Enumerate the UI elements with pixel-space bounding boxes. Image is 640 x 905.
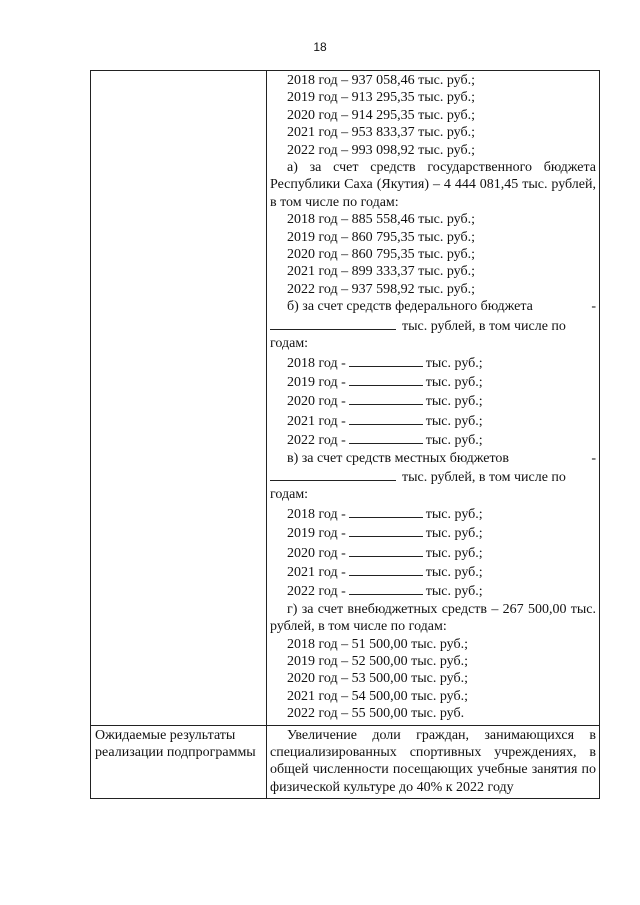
financing-cell bbox=[267, 71, 600, 726]
federal-year-2020-unit: тыс. руб.; bbox=[425, 394, 483, 410]
results-text bbox=[267, 725, 600, 799]
local-budget-years-label: годам: bbox=[270, 487, 309, 503]
federal-budget-dash: - bbox=[591, 299, 596, 315]
results-paragraph: Увеличение доли граждан, занимающихся в специализированных спортивных учреждениях, в общей численности посещающих учебные занятия по физической культуре до 40% к 2022 году bbox=[270, 727, 596, 795]
results-row bbox=[91, 725, 600, 799]
federal-year-2022-unit: тыс. руб.; bbox=[425, 433, 483, 449]
federal-budget-line bbox=[270, 298, 596, 315]
local-year-2021 bbox=[270, 562, 596, 581]
results-label: Ожидаемые результаты реализации подпрограммы bbox=[91, 725, 267, 799]
total-year-2022: 2022 год – 993 098,92 тыс. руб.; bbox=[287, 142, 475, 158]
federal-year-2020-blank bbox=[349, 391, 423, 405]
local-year-2018 bbox=[270, 504, 596, 523]
federal-year-2018-unit: тыс. руб.; bbox=[425, 355, 483, 371]
local-budget-dash: - bbox=[591, 450, 596, 466]
local-year-2022-unit: тыс. руб.; bbox=[425, 584, 483, 600]
page-number: 18 bbox=[313, 40, 327, 54]
total-year-2020: 2020 год – 914 295,35 тыс. руб.; bbox=[287, 107, 475, 123]
federal-year-2022 bbox=[270, 430, 596, 449]
federal-year-2022-blank bbox=[349, 430, 423, 444]
federal-year-2022-label: 2022 год - bbox=[287, 433, 346, 449]
total-year-2019: 2019 год – 913 295,35 тыс. руб.; bbox=[287, 90, 475, 106]
federal-year-2019-label: 2019 год - bbox=[287, 374, 346, 390]
federal-year-2020-label: 2020 год - bbox=[287, 394, 346, 410]
federal-year-2019 bbox=[270, 372, 596, 391]
local-year-2020 bbox=[270, 543, 596, 562]
local-year-2018-blank bbox=[349, 504, 423, 518]
financing-label-cell bbox=[91, 71, 267, 726]
federal-budget-years-label: годам: bbox=[270, 336, 309, 352]
federal-year-2020 bbox=[270, 391, 596, 410]
extrabudgetary-year-2018: 2018 год – 51 500,00 тыс. руб.; bbox=[287, 636, 468, 652]
local-year-2018-unit: тыс. руб.; bbox=[425, 506, 483, 522]
extrabudgetary-year-2021: 2021 год – 54 500,00 тыс. руб.; bbox=[287, 688, 468, 704]
federal-amount-suffix: тыс. рублей, в том числе по bbox=[402, 318, 566, 334]
extrabudgetary-year-2022: 2022 год – 55 500,00 тыс. руб. bbox=[287, 706, 465, 722]
local-year-2022 bbox=[270, 581, 596, 600]
federal-budget-amount-line bbox=[270, 316, 596, 335]
local-year-2019-unit: тыс. руб.; bbox=[425, 526, 483, 542]
federal-year-2019-unit: тыс. руб.; bbox=[425, 374, 483, 390]
state-budget-year-2022: 2022 год – 937 598,92 тыс. руб.; bbox=[287, 281, 475, 297]
federal-year-2018-label: 2018 год - bbox=[287, 355, 346, 371]
local-year-2019-label: 2019 год - bbox=[287, 526, 346, 542]
federal-year-2018-blank bbox=[349, 353, 423, 367]
local-year-2021-label: 2021 год - bbox=[287, 564, 346, 580]
extrabudgetary-text: г) за счет внебюджетных средств – 267 500,00 тыс. рублей, в том числе по годам: bbox=[270, 601, 596, 635]
local-year-2020-blank bbox=[349, 543, 423, 557]
local-year-2021-unit: тыс. руб.; bbox=[425, 564, 483, 580]
extrabudgetary-year-2019: 2019 год – 52 500,00 тыс. руб.; bbox=[287, 654, 468, 669]
federal-budget-label: б) за счет средств федерального бюджета bbox=[287, 299, 533, 315]
federal-amount-blank bbox=[270, 316, 396, 330]
state-budget-year-2018: 2018 год – 885 558,46 тыс. руб.; bbox=[287, 212, 475, 228]
local-year-2022-blank bbox=[349, 581, 423, 595]
state-budget-year-2021: 2021 год – 899 333,37 тыс. руб.; bbox=[287, 264, 475, 280]
local-year-2020-unit: тыс. руб.; bbox=[425, 545, 483, 561]
passport-table bbox=[90, 70, 600, 799]
total-year-2018: 2018 год – 937 058,46 тыс. руб.; bbox=[287, 73, 475, 88]
local-year-2020-label: 2020 год - bbox=[287, 545, 346, 561]
financing-row bbox=[91, 71, 600, 726]
local-budget-line bbox=[270, 450, 596, 467]
federal-year-2021 bbox=[270, 411, 596, 430]
state-budget-year-2019: 2019 год – 860 795,35 тыс. руб.; bbox=[287, 229, 475, 245]
federal-year-2018 bbox=[270, 353, 596, 372]
federal-year-2019-blank bbox=[349, 372, 423, 386]
federal-year-2021-unit: тыс. руб.; bbox=[425, 413, 483, 429]
federal-year-2021-blank bbox=[349, 411, 423, 425]
federal-year-2021-label: 2021 год - bbox=[287, 413, 346, 429]
state-budget-year-2020: 2020 год – 860 795,35 тыс. руб.; bbox=[287, 247, 475, 263]
extrabudgetary-year-2020: 2020 год – 53 500,00 тыс. руб.; bbox=[287, 671, 468, 687]
local-budget-label: в) за счет средств местных бюджетов bbox=[287, 450, 510, 466]
local-budget-amount-line bbox=[270, 467, 596, 486]
local-year-2019 bbox=[270, 523, 596, 542]
local-year-2018-label: 2018 год - bbox=[287, 506, 346, 522]
local-amount-blank bbox=[270, 467, 396, 481]
local-year-2021-blank bbox=[349, 562, 423, 576]
local-amount-suffix: тыс. рублей, в том числе по bbox=[402, 469, 566, 485]
total-year-2021: 2021 год – 953 833,37 тыс. руб.; bbox=[287, 125, 475, 141]
state-budget-text: а) за счет средств государственного бюджета Республики Саха (Якутия) – 4 444 081,45 тыс. рублей, в том числе по годам: bbox=[270, 160, 596, 210]
local-year-2022-label: 2022 год - bbox=[287, 584, 346, 600]
local-year-2019-blank bbox=[349, 523, 423, 537]
